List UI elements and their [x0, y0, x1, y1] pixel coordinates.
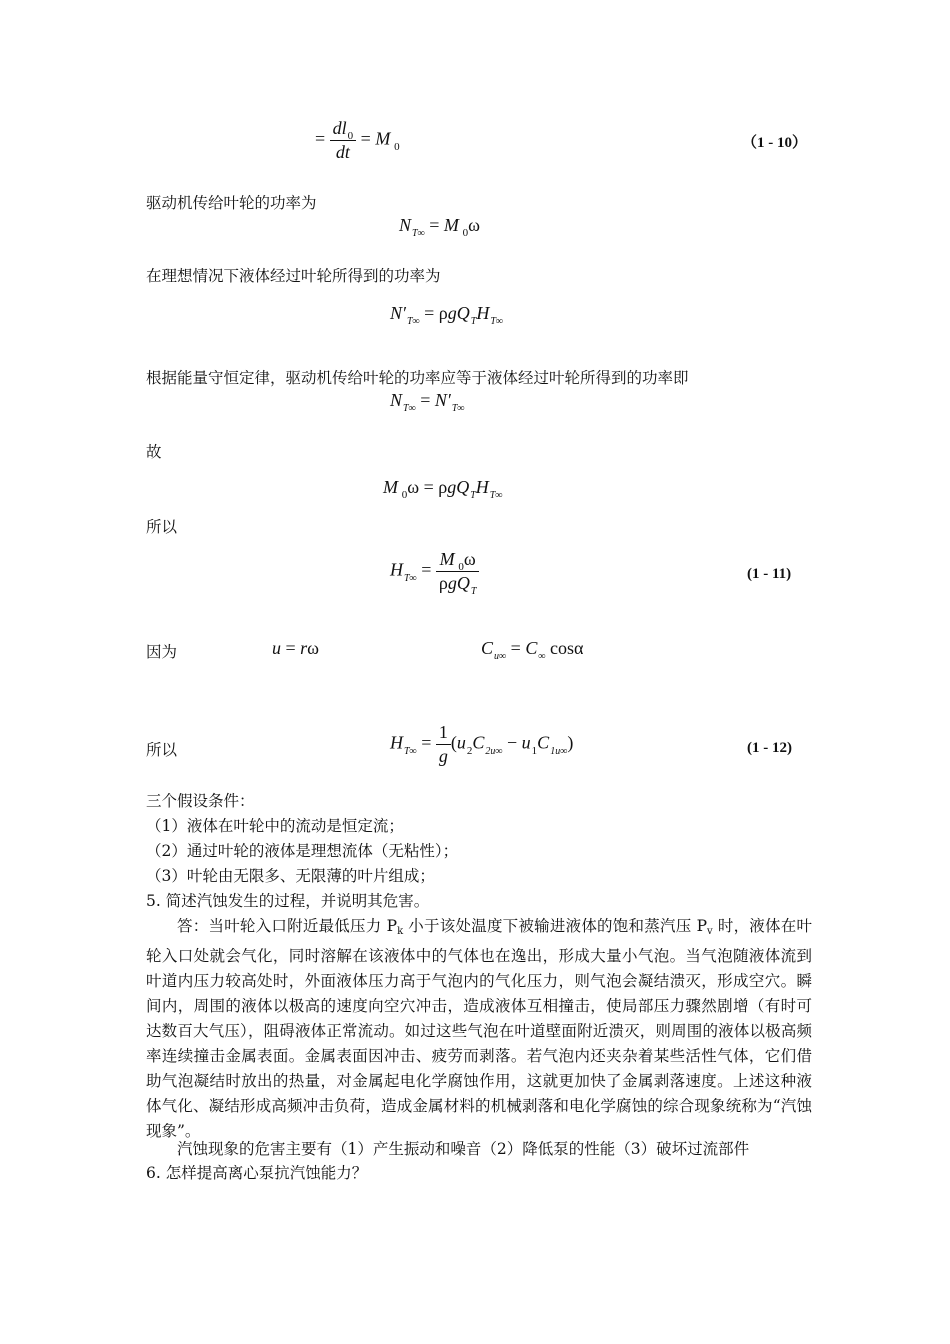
- equation-energy-balance: $N_{T\infty} = N'_{T\infty}$: [390, 390, 465, 414]
- assumptions-title: 三个假设条件：: [146, 792, 255, 810]
- answer-paragraph: 答：当叶轮入口附近最低压力 $P_k$ 小于该处温度下被输进液体的饱和蒸汽压 $P_v$ 时，液体在叶轮入口处就会气化，同时溶解在该液体中的气体也在逸出，形成大量小气泡。当气泡随液体流到叶道内压力较高处时，外面液体压力高于气泡内的气化压力，则气泡会凝结溃灭，形成空穴。瞬间内，周围的液体以极高的速度向空穴冲击，造成液体互相撞击，使局部压力骤然剧增（有时可达数百大气压），阻碍液体正常流动。如过这些气泡在叶道壁面附近溃灭，则周围的液体以极高频率连续撞击金属表面。金属表面因冲击、疲劳而剥落。若气泡内还夹杂着某些活性气体，它们借助气泡凝结时放出的热量，对金属起电化学腐蚀作用，这就更加快了金属剥落速度。上述这种液体气化、凝结形成高频冲击负荷，造成金属材料的机械剥落和电化学腐蚀的综合现象统称为“汽蚀现象”。: [146, 917, 812, 1140]
- paragraph-text: 驱动机传给叶轮的功率为: [146, 194, 317, 212]
- equation-1-11: $H_{T\infty}$ = $\frac{M _0\omega}{\rho gQ_T}$: [390, 549, 479, 594]
- equation-velocity-c: $C_{u\infty} = C_\infty$ cosα: [481, 638, 584, 662]
- equation-1-12: $H_{T\infty}$ = $\frac{1}{g}$ $(u_2C_{2u\infty} - u_1C_{1u\infty})$: [390, 722, 574, 766]
- equation-number: （1 - 10）: [742, 135, 807, 151]
- equation-power-liquid: $N'_{T\infty} = \rho gQ_TH_{T\infty}$: [390, 303, 504, 327]
- equation-number: (1 - 11): [747, 566, 792, 582]
- question-title: 6. 怎样提高离心泵抗汽蚀能力？: [146, 1164, 368, 1182]
- paragraph-text: 所以: [146, 741, 178, 759]
- equation-power-driver: $N_{T\infty} = M$ $_0$ω: [399, 215, 480, 239]
- paragraph-text: 所以: [146, 518, 178, 536]
- equation-torque: M $_0\omega = \rho gQ_TH_{T\infty}$: [383, 477, 503, 501]
- harm-paragraph: 汽蚀现象的危害主要有（1）产生振动和噪音（2）降低泵的性能（3）破坏过流部件: [177, 1140, 750, 1158]
- assumption-item: （3）叶轮由无限多、无限薄的叶片组成；: [146, 867, 435, 885]
- question-title: 5. 简述汽蚀发生的过程，并说明其危害。: [146, 892, 430, 910]
- assumption-item: （2）通过叶轮的液体是理想流体（无粘性）；: [146, 842, 459, 860]
- equation-1-10: = $\frac{dl_0}{dt}$ = M $_0$: [315, 118, 400, 162]
- equation-number: (1 - 12): [747, 740, 792, 756]
- paragraph-text: 在理想情况下液体经过叶轮所得到的功率为: [146, 267, 441, 285]
- paragraph-text: 根据能量守恒定律，驱动机传给叶轮的功率应等于液体经过叶轮所得到的功率即: [146, 369, 689, 387]
- paragraph-text: 故: [146, 443, 162, 461]
- equation-velocity-u: u = rω: [272, 638, 320, 658]
- paragraph-text: 因为: [146, 643, 178, 661]
- assumption-item: （1）液体在叶轮中的流动是恒定流；: [146, 817, 404, 835]
